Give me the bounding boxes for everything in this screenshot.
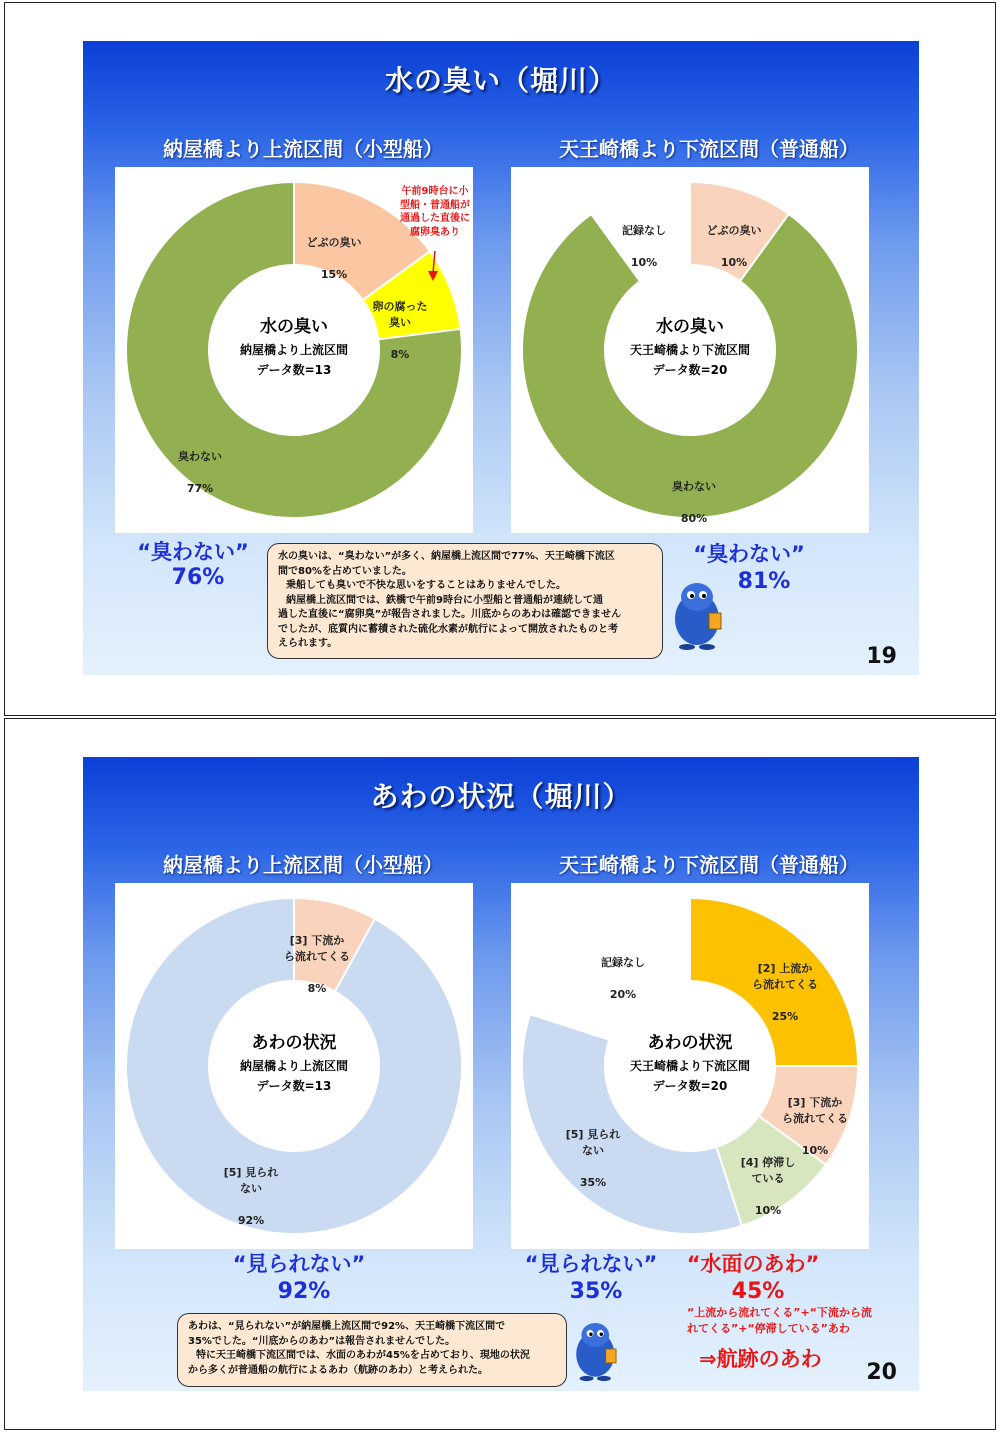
mascot-icon: [669, 575, 729, 651]
note-line: 間で80%を占めていました。: [278, 565, 412, 577]
segment-pct: 20%: [609, 987, 637, 1001]
left-quote-pct: 92%: [277, 1279, 331, 1304]
note-line: でしたが、底質内に蓄積された硫化水素が航行によって開放されたものと考: [278, 623, 618, 635]
segment-pct: 80%: [680, 511, 708, 525]
note-line: 35%でした。“川底からのあわ”は報告されませんでした。: [188, 1335, 456, 1347]
segment-label: [365, 283, 435, 363]
note-line: 特に天王崎橋下流区間では、水面のあわが45%を占めており、現地の状況: [196, 1350, 530, 1361]
segment-label: [557, 1111, 629, 1191]
center-title: あわの状況: [647, 1033, 733, 1053]
segment-pct: 10%: [801, 1143, 829, 1157]
donut-center-label: [194, 1028, 394, 1094]
surface-foam-detail: [687, 1305, 907, 1337]
segment-label: [299, 219, 369, 283]
center-count: データ数=20: [652, 363, 728, 377]
center-title: あわの状況: [251, 1033, 337, 1053]
segment-label: [743, 945, 827, 1025]
slide-water-odor: [83, 41, 919, 675]
summary-note: [177, 1313, 567, 1387]
note-line: えられます。: [278, 638, 338, 649]
summary-note: [267, 543, 663, 659]
center-subtitle: 納屋橋より上流区間: [239, 343, 348, 357]
page-19: [4, 2, 996, 716]
note-line: あわは、“見られない”が納屋橋上流区間で92%、天王崎橋下流区間で: [188, 1321, 506, 1332]
segment-name: どぶの臭い: [306, 235, 362, 249]
segment-label: [275, 917, 359, 997]
segment-label: [165, 433, 235, 497]
center-title: 水の臭い: [656, 317, 724, 337]
left-subtitle: 納屋橋より上流区間（小型船）: [163, 137, 443, 161]
segment-pct: 15%: [320, 267, 348, 281]
note-line: 過した直後に“腐卵臭”が報告されました。川底からのあわは確認できません: [278, 609, 622, 620]
segment-name: [5] 見られ ない: [223, 1165, 279, 1195]
page-20: [4, 718, 996, 1430]
donut-center-label: [194, 312, 394, 378]
right-quote: “見られない”: [524, 1252, 658, 1276]
right-quote-pct: 81%: [737, 569, 791, 594]
right-subtitle: 天王崎橋より下流区間（普通船）: [559, 137, 859, 161]
note-line: から多くが普通船の航行によるあわ（航跡のあわ）と考えられた。: [188, 1364, 488, 1376]
center-count: データ数=13: [256, 363, 332, 377]
chart-odor-upstream: [115, 167, 473, 533]
center-subtitle: 天王崎橋より下流区間: [629, 343, 750, 357]
note-line: 乗船しても臭いで不快な思いをすることはありませんでした。: [286, 580, 566, 591]
segment-label: [609, 207, 679, 271]
donut-center-label: [590, 1028, 790, 1094]
conclusion-text: ⇒航跡のあわ: [699, 1347, 822, 1371]
right-subtitle: 天王崎橋より下流区間（普通船）: [559, 853, 859, 877]
surface-foam-pct: 45%: [731, 1279, 785, 1304]
mascot-icon: [571, 1313, 623, 1385]
slide-title: 水の臭い（堀川）: [384, 64, 617, 97]
right-quote-pct: 35%: [569, 1279, 623, 1304]
segment-pct: 35%: [579, 1175, 607, 1189]
segment-label: [659, 463, 729, 527]
segment-name: 卵の腐った 臭い: [372, 299, 428, 329]
segment-label: [587, 939, 659, 1003]
slide-foam-status: [83, 757, 919, 1391]
segment-label: [699, 207, 769, 271]
chart-foam-downstream: [511, 883, 869, 1249]
surface-foam-quote: “水面のあわ”: [686, 1252, 820, 1276]
segment-name: 臭わない: [178, 449, 222, 463]
left-subtitle: 納屋橋より上流区間（小型船）: [163, 853, 443, 877]
chart-foam-upstream: [115, 883, 473, 1249]
center-subtitle: 天王崎橋より下流区間: [629, 1059, 750, 1073]
detail-line: “上流から流れてくる”+“下流から流: [687, 1306, 872, 1319]
segment-pct: 10%: [754, 1203, 782, 1217]
segment-name: [5] 見られ ない: [565, 1127, 621, 1157]
note-line: 水の臭いは、“臭わない”が多く、納屋橋上流区間で77%、天王崎橋下流区: [278, 551, 615, 562]
odor-callout: 午前9時台に小 型船・普通船が 通過した直後に 腐卵臭あり: [400, 186, 470, 238]
donut-center-label: [590, 312, 790, 378]
page-number: 20: [866, 1360, 897, 1385]
segment-pct: 92%: [237, 1213, 265, 1227]
detail-line: れてくる”+“停滞している”あわ: [687, 1321, 850, 1335]
right-quote: “臭わない”: [693, 542, 805, 566]
note-line: 納屋橋上流区間では、鉄橋で午前9時台に小型船と普通船が連続して通: [286, 594, 603, 606]
segment-pct: 10%: [720, 255, 748, 269]
segment-name: [2] 上流か ら流れてくる: [752, 961, 818, 991]
segment-name: [4] 停滞し ている: [740, 1155, 796, 1185]
segment-pct: 8%: [390, 347, 410, 361]
center-count: データ数=20: [652, 1079, 728, 1093]
segment-name: 臭わない: [672, 479, 716, 493]
segment-pct: 77%: [186, 481, 214, 495]
left-quote: “見られない”: [232, 1252, 366, 1276]
chart-odor-downstream: [511, 167, 869, 533]
segment-name: [3] 下流か ら流れてくる: [782, 1095, 848, 1125]
center-count: データ数=13: [256, 1079, 332, 1093]
left-quote-pct: 76%: [171, 565, 225, 590]
center-subtitle: 納屋橋より上流区間: [239, 1059, 348, 1073]
slide-title: あわの状況（堀川）: [370, 780, 632, 813]
center-title: 水の臭い: [260, 317, 328, 337]
segment-name: 記録なし: [601, 955, 645, 969]
segment-name: 記録なし: [622, 223, 666, 237]
segment-pct: 8%: [307, 981, 327, 995]
segment-name: [3] 下流か ら流れてくる: [284, 933, 350, 963]
segment-label: [215, 1149, 287, 1229]
left-quote: “臭わない”: [137, 540, 249, 564]
segment-pct: 25%: [771, 1009, 799, 1023]
segment-name: どぶの臭い: [706, 223, 762, 237]
segment-pct: 10%: [630, 255, 658, 269]
segment-label: [731, 1139, 805, 1219]
page-number: 19: [866, 644, 897, 669]
